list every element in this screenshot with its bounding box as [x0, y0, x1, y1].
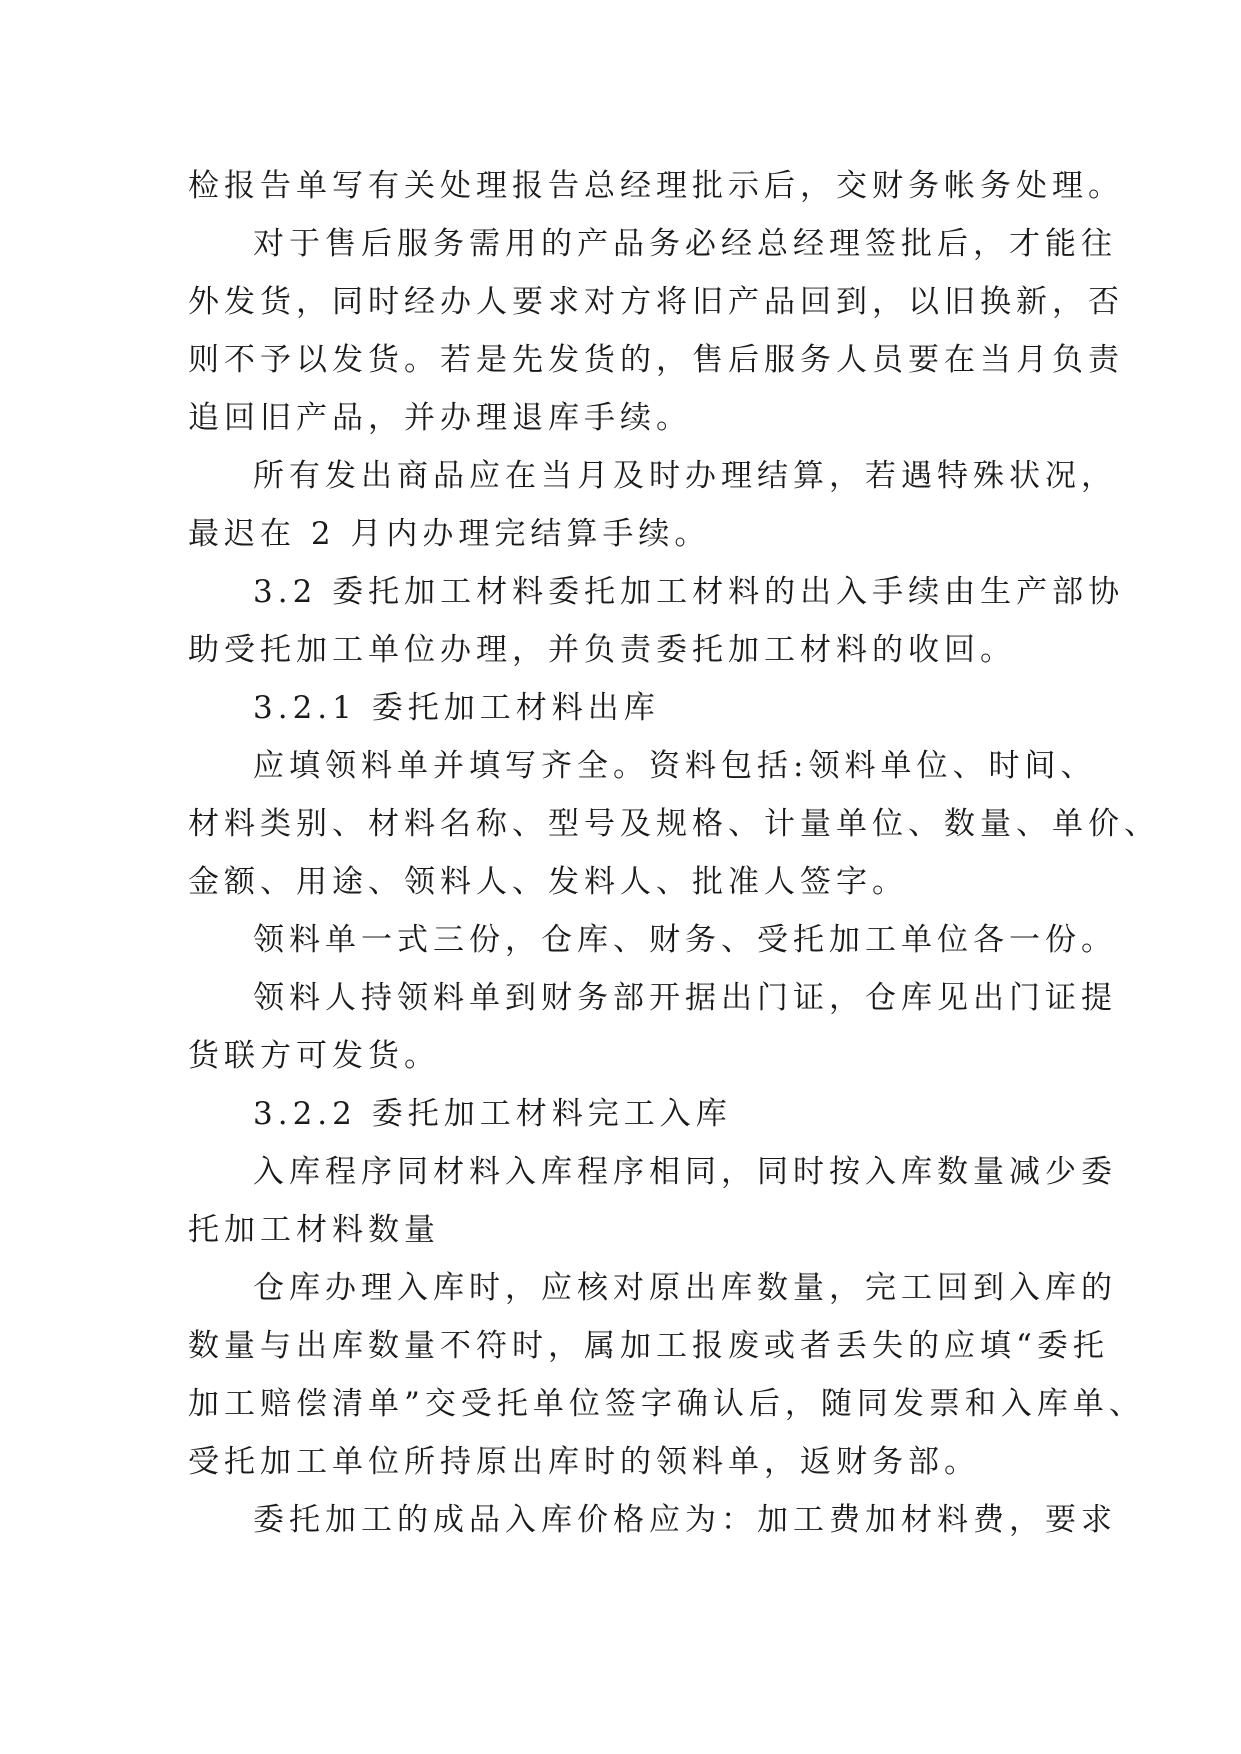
text-line: 数量与出库数量不符时，属加工报废或者丢失的应填“委托 [188, 1328, 1109, 1364]
text-line: 最迟在 2 月内办理完结算手续。 [188, 516, 711, 552]
text-line: 入库程序同材料入库程序相同，同时按入库数量减少委 [253, 1154, 1117, 1190]
text-line: 所有发出商品应在当月及时办理结算，若遇特殊状况， [253, 458, 1117, 494]
text-line: 受托加工单位所持原出库时的领料单，返财务部。 [188, 1444, 980, 1480]
text-line: 对于售后服务需用的产品务必经总经理签批后，才能往 [253, 226, 1117, 262]
section-heading: 3.2.1 委托加工材料出库 [253, 690, 660, 726]
text-line: 领料人持领料单到财务部开据出门证，仓库见出门证提 [253, 980, 1117, 1016]
text-line: 则不予以发货。若是先发货的，售后服务人员要在当月负责 [188, 342, 1124, 378]
text-line: 仓库办理入库时，应核对原出库数量，完工回到入库的 [253, 1270, 1117, 1306]
text-line: 托加工材料数量 [188, 1212, 440, 1248]
text-line: 材料类别、材料名称、型号及规格、计量单位、数量、单价、 [188, 806, 1160, 842]
text-line: 追回旧产品，并办理退库手续。 [188, 400, 692, 436]
text-line: 货联方可发货。 [188, 1038, 440, 1074]
text-line: 委托加工的成品入库价格应为：加工费加材料费，要求 [253, 1502, 1117, 1538]
text-line: 检报告单写有关处理报告总经理批示后，交财务帐务处理。 [188, 168, 1124, 204]
text-line: 应填领料单并填写齐全。资料包括:领料单位、时间、 [253, 748, 1097, 784]
section-heading: 3.2.2 委托加工材料完工入库 [253, 1096, 732, 1132]
text-line: 金额、用途、领料人、发料人、批准人签字。 [188, 864, 908, 900]
text-line: 领料单一式三份，仓库、财务、受托加工单位各一份。 [253, 922, 1117, 958]
text-line: 助受托加工单位办理，并负责委托加工材料的收回。 [188, 632, 1016, 668]
text-line: 3.2 委托加工材料委托加工材料的出入手续由生产部协 [253, 574, 1125, 610]
text-line: 加工赔偿清单”交受托单位签字确认后，随同发票和入库单、 [188, 1386, 1145, 1422]
text-line: 外发货，同时经办人要求对方将旧产品回到，以旧换新，否 [188, 284, 1124, 320]
